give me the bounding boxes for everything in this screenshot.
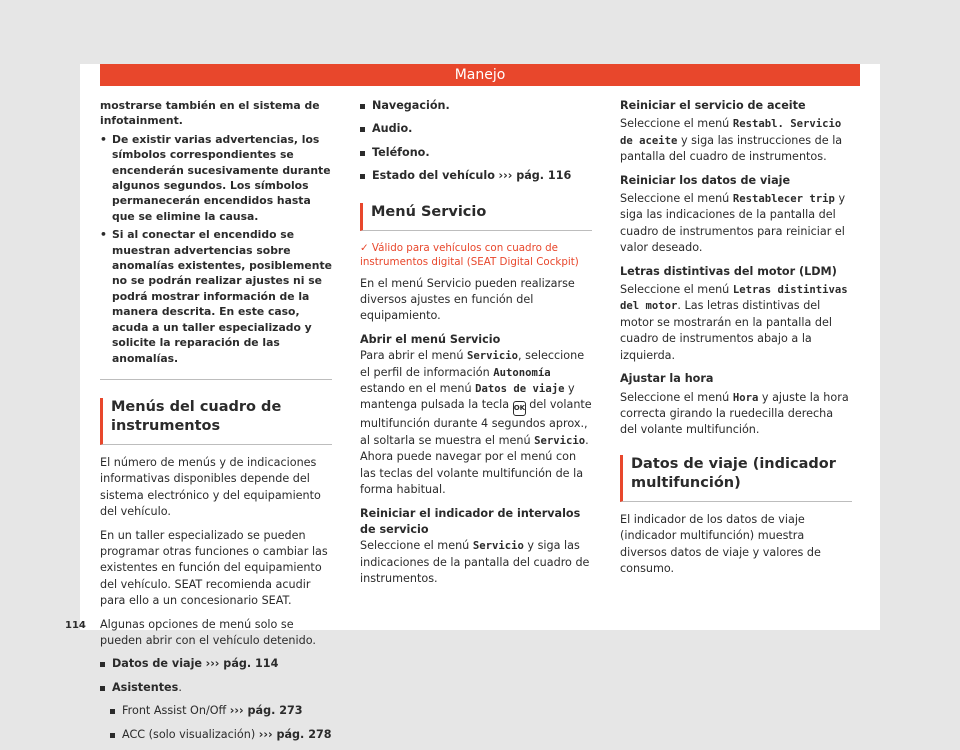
paragraph: Seleccione el menú Letras distintivas del motor. Las letras distintivas del motor se mostrarán en la pantalla del cuadro de instrumentos abajo a la izquierda. xyxy=(620,283,848,362)
check-icon: ✓ xyxy=(360,241,369,254)
page-reference-link[interactable]: ››› pág. 278 xyxy=(258,727,332,741)
subheading: Reiniciar el servicio de aceite xyxy=(620,99,806,112)
menu-name: Hora xyxy=(732,391,759,404)
paragraph: El indicador de los datos de viaje (indicador multifunción) muestra diversos datos de viaje y valores de consumo. xyxy=(620,512,821,575)
menu-name: Datos de viaje xyxy=(475,383,565,396)
section-header: Manejo xyxy=(100,64,860,86)
column-middle xyxy=(360,98,592,595)
sub-list-item xyxy=(100,727,332,743)
section-heading: Menús del cuadro de instrumentos xyxy=(100,398,332,445)
validity-note xyxy=(360,241,592,269)
warning-item: • Si al conectar el encendido se muestran advertencias sobre anomalías existentes, posiblemente no se podrán realizar ajustes ni se podrá mostrar información de la manera descrita. En este caso, acuda a un taller especializado y solicite la reparación de las anomalías. xyxy=(100,227,332,366)
list-item xyxy=(100,656,332,672)
menu-name: Autonomía xyxy=(493,366,551,379)
menu-name: Restabl. Servicio de aceite xyxy=(620,118,842,147)
paragraph: El número de menús y de indicaciones informativas disponibles depende del sistema electrónico y del equipamiento del vehículo. xyxy=(100,455,321,519)
menu-name: Letras distintivas del motor xyxy=(620,284,848,313)
page-reference-link[interactable]: ››› pág. 273 xyxy=(229,704,303,718)
column-left xyxy=(100,98,332,750)
paragraph: Seleccione el menú Servicio y siga las indicaciones de la pantalla del cuadro de instrumentos. xyxy=(360,539,590,586)
subheading: Ajustar la hora xyxy=(620,372,714,386)
menu-name: Restablecer trip xyxy=(732,193,835,206)
subheading: Reiniciar el indicador de intervalos de servicio xyxy=(360,506,581,536)
list-item-label: Estado del vehículo xyxy=(372,169,495,183)
page-reference-link[interactable]: ››› pág. 114 xyxy=(205,657,279,671)
list-item: Teléfono. xyxy=(360,145,592,161)
menu-name: Servicio xyxy=(472,540,524,553)
subheading: Letras distintivas del motor (LDM) xyxy=(620,264,837,278)
warning-intro: mostrarse también en el sistema de infotainment. xyxy=(100,99,320,128)
paragraph: Para abrir el menú Servicio, seleccione el perfil de información Autonomía estando en el menú Datos de viaje y mantenga pulsada la tecla OK del volante multifunción durante 4 segundos aprox., al soltarla se muestra el menú Servicio. Ahora puede navegar por el menú con las teclas del volante multifunción de la forma habitual. xyxy=(360,349,592,497)
ok-button-icon: OK xyxy=(513,401,526,416)
list-item: Asistentes. xyxy=(100,680,332,696)
section-heading: Menú Servicio xyxy=(360,203,592,231)
subheading: Reiniciar los datos de viaje xyxy=(620,173,791,187)
menu-name: Servicio xyxy=(534,434,586,447)
paragraph: Algunas opciones de menú solo se pueden abrir con el vehículo detenido. xyxy=(100,617,316,647)
subheading: Abrir el menú Servicio xyxy=(360,332,501,346)
list-item-label: Asistentes xyxy=(112,680,179,694)
validity-text: Válido para vehículos con cuadro de instrumentos digital (SEAT Digital Cockpit) xyxy=(360,241,579,268)
paragraph: Seleccione el menú Hora y ajuste la hora correcta girando la ruedecilla derecha del volante multifunción. xyxy=(620,390,849,437)
list-item xyxy=(360,168,592,184)
list-item: Navegación. xyxy=(360,98,592,114)
paragraph: Seleccione el menú Restablecer trip y siga las indicaciones de la pantalla del cuadro de instrumentos para reiniciar el valor deseado. xyxy=(620,192,846,255)
page-number: 114 xyxy=(65,620,86,631)
list-item: Audio. xyxy=(360,121,592,137)
warning-note xyxy=(100,98,332,380)
column-right xyxy=(620,98,852,584)
list-item-label: Datos de viaje xyxy=(112,657,203,671)
warning-item: • De existir varias advertencias, los símbolos correspondientes se encenderán sucesivamente durante algunos segundos. Los símbolos permanecerán encendidos hasta que se elimine la causa. xyxy=(100,132,332,224)
paragraph: En un taller especializado se pueden programar otras funciones o cambiar las existentes en función del equipamiento del vehículo. SEAT recomienda acudir para ello a un concesionario SEAT. xyxy=(100,528,328,608)
sub-list-item xyxy=(100,703,332,719)
page-reference-link[interactable]: ››› pág. 116 xyxy=(498,169,572,183)
list-item-label: Front Assist On/Off xyxy=(122,704,227,718)
menu-name: Servicio xyxy=(467,350,519,363)
list-item-label: ACC (solo visualización) xyxy=(122,727,256,741)
paragraph: En el menú Servicio pueden realizarse diversos ajustes en función del equipamiento. xyxy=(360,276,575,323)
paragraph: Seleccione el menú Restabl. Servicio de aceite y siga las instrucciones de la pantalla del cuadro de instrumentos. xyxy=(620,117,843,164)
section-heading: Datos de viaje (indicador multifunción) xyxy=(620,455,852,502)
